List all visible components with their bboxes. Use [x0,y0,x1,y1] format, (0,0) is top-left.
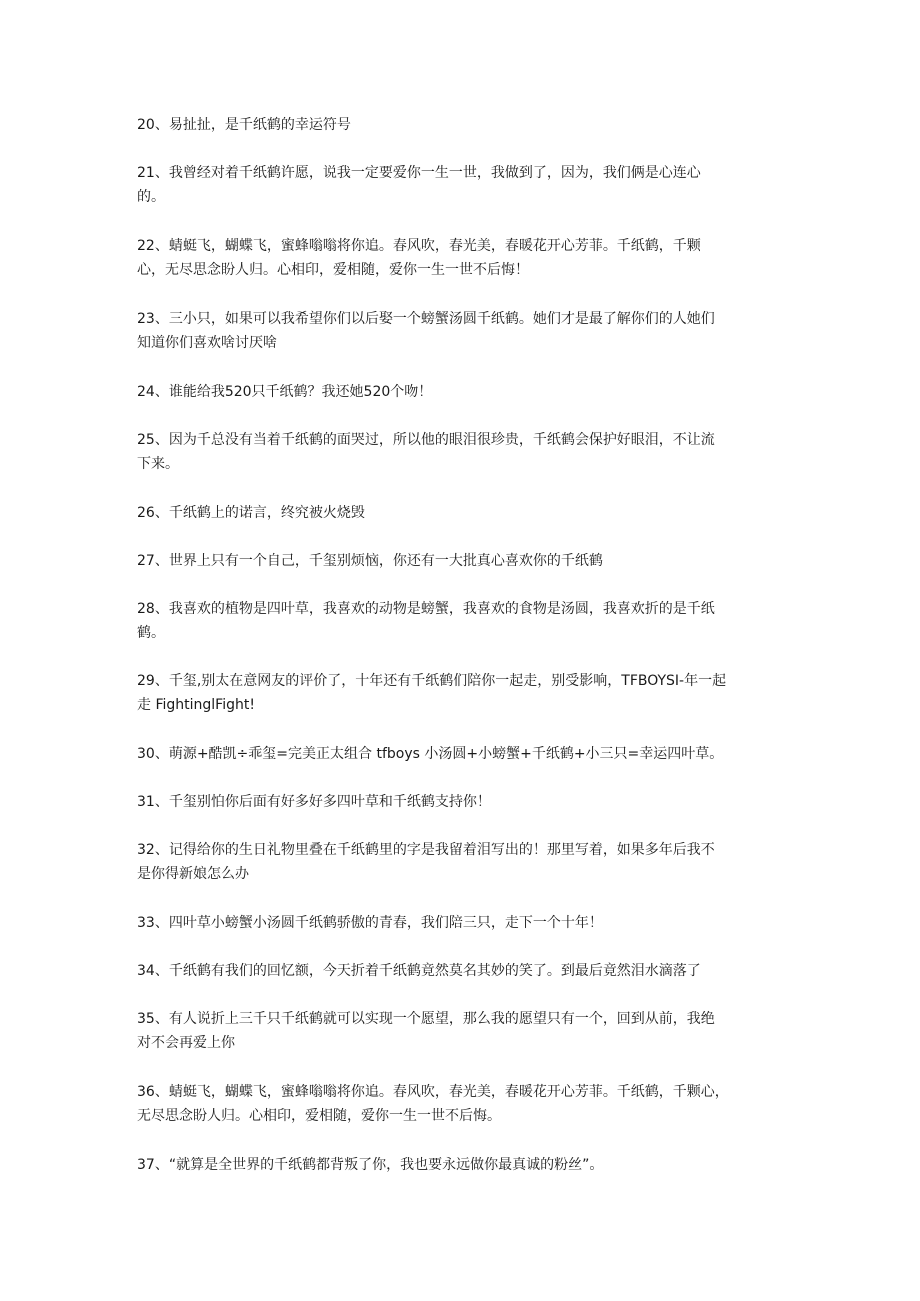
list-item [137,113,817,137]
list-item [137,959,817,983]
item-line: 32、记得给你的生日礼物里叠在千纸鹤里的字是我留着泪写出的！那里写着，如果多年后我不 [137,842,715,858]
item-line: 走 FightinglFight! [137,697,255,713]
list-item [137,234,817,282]
list-item [137,380,817,404]
item-line: 心，无尽思念盼人归。心相印，爱相随，爱你一生一世不后悔！ [137,262,529,278]
list-item [137,501,817,525]
item-line: 29、千玺,别太在意网友的评价了，十年还有千纸鹤们陪你一起走，别受影响，TFBOYSI-年一起 [137,673,727,689]
item-line: 27、世界上只有一个自己，千玺别烦恼，你还有一大批真心喜欢你的千纸鹤 [137,553,603,569]
list-item [137,1153,817,1177]
list-item [137,161,817,209]
item-line: 的。 [137,189,165,205]
item-line: 34、千纸鹤有我们的回忆额，今天折着千纸鹤竟然莫名其妙的笑了。到最后竟然泪水滴落了 [137,963,701,979]
item-line: 对不会再爱上你 [137,1035,235,1051]
item-line: 是你得新娘怎么办 [137,866,249,882]
list-item [137,669,817,717]
item-line: 22、蜻蜓飞，蝴蝶飞，蜜蜂嗡嗡将你追。春风吹，春光美，春暖花开心芳菲。千纸鹤，千颗 [137,238,701,254]
list-item [137,911,817,935]
item-line: 知道你们喜欢啥讨厌啥 [137,335,277,351]
item-line: 24、谁能给我520只千纸鹤？我还她520个吻！ [137,384,433,400]
list-item [137,428,817,476]
item-line: 30、萌源+酷凯÷乖玺=完美正太组合 tfboys 小汤圆+小螃蟹+千纸鹤+小三只=幸运四叶草。 [137,746,724,762]
item-line: 无尽思念盼人归。心相印，爱相随，爱你一生一世不后悔。 [137,1108,501,1124]
item-line: 31、千玺别怕你后面有好多好多四叶草和千纸鹤支持你！ [137,794,491,810]
item-line: 鹤。 [137,625,165,641]
item-line: 25、因为千总没有当着千纸鹤的面哭过，所以他的眼泪很珍贵，千纸鹤会保护好眼泪，不让流 [137,432,715,448]
list-item [137,838,817,886]
list-item [137,1007,817,1055]
item-line: 33、四叶草小螃蟹小汤圆千纸鹤骄傲的青春，我们陪三只，走下一个十年！ [137,915,603,931]
item-line: 35、有人说折上三千只千纸鹤就可以实现一个愿望，那么我的愿望只有一个，回到从前，我绝 [137,1011,715,1027]
item-line: 36、蜻蜓飞，蝴蝶飞，蜜蜂嗡嗡将你追。春风吹，春光美，春暖花开心芳菲。千纸鹤，千颗心， [137,1084,729,1100]
list-item [137,1080,817,1128]
item-line: 28、我喜欢的植物是四叶草，我喜欢的动物是螃蟹，我喜欢的食物是汤圆，我喜欢折的是千纸 [137,601,715,617]
item-line: 23、三小只，如果可以我希望你们以后娶一个螃蟹汤圆千纸鹤。她们才是最了解你们的人她们 [137,311,715,327]
item-line: 26、千纸鹤上的诺言，终究被火烧毁 [137,505,365,521]
item-line: 37、“就算是全世界的千纸鹤都背叛了你，我也要永远做你最真诚的粉丝”。 [137,1157,604,1173]
list-item [137,742,817,766]
item-line: 20、易扯扯，是千纸鹤的幸运符号 [137,117,351,133]
list-item [137,597,817,645]
item-line: 21、我曾经对着千纸鹤许愿，说我一定要爱你一生一世，我做到了，因为，我们俩是心连心 [137,165,701,181]
list-item [137,790,817,814]
item-line: 下来。 [137,456,179,472]
list-item [137,307,817,355]
list-item [137,549,817,573]
